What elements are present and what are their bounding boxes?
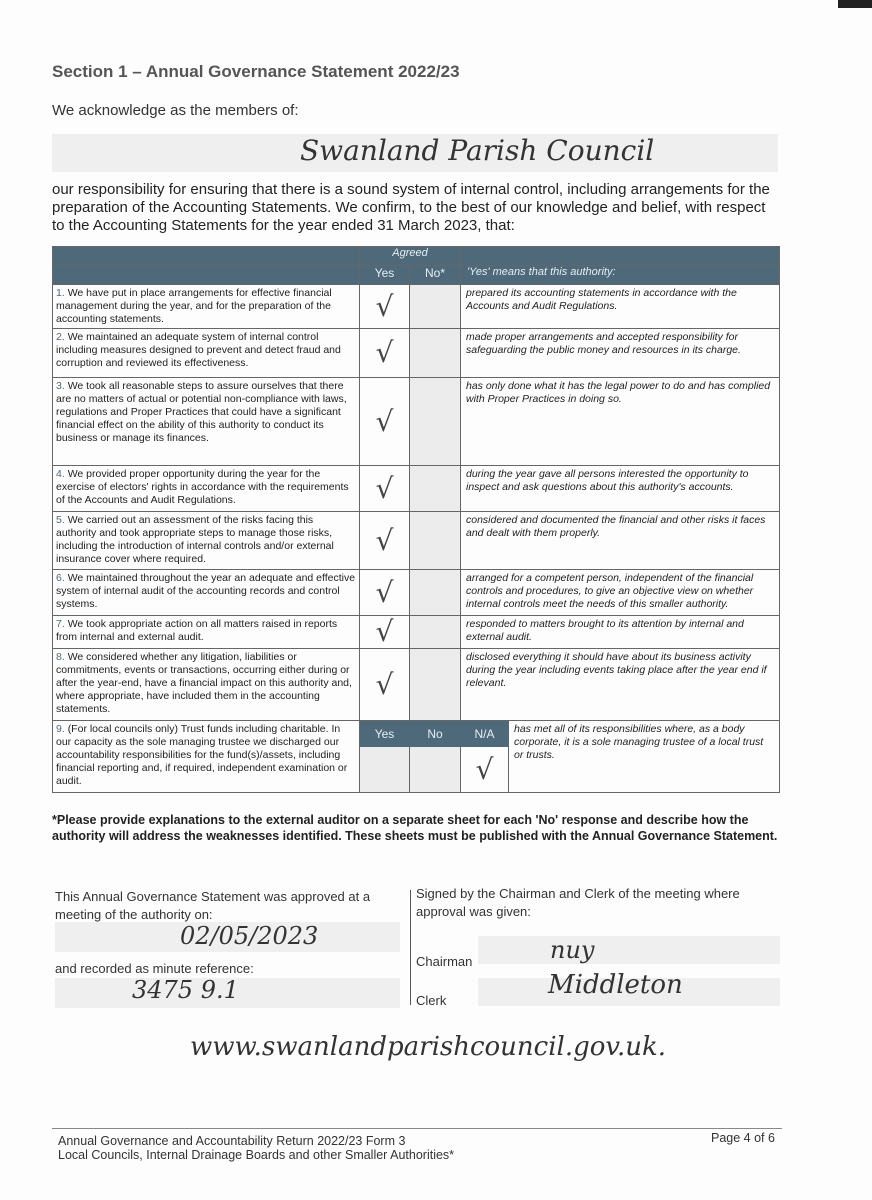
description-cell: arranged for a competent person, independent of the financial controls and procedures, to give an objective view on whether internal controls meet the needs of this smaller authority. (461, 570, 780, 616)
header-agreed-row (53, 247, 780, 266)
tick-mark: √ (375, 471, 394, 505)
tick-mark: √ (375, 336, 394, 369)
statement-cell: 5. We carried out an assessment of the risks facing this authority and took appropriate steps to manage those risks, including the introduction of internal controls and/or external insurance cover where required. (53, 512, 360, 570)
scan-corner-mark (838, 0, 872, 8)
no-checkbox[interactable] (410, 616, 461, 649)
yes-checkbox[interactable] (360, 466, 410, 512)
yes-checkbox[interactable] (360, 285, 410, 329)
no-checkbox[interactable] (410, 285, 461, 329)
section-title: Section 1 – Annual Governance Statement 2022/23 (52, 62, 460, 81)
column-divider (410, 890, 411, 1005)
means-header: 'Yes' means that this authority: (461, 266, 780, 285)
table-row (53, 285, 780, 329)
trust-na-checkbox[interactable] (461, 747, 509, 793)
description-cell: during the year gave all persons interested the opportunity to inspect and ask questions about this authority's accounts. (461, 466, 780, 512)
no-checkbox[interactable] (410, 570, 461, 616)
chairman-signature-field (478, 936, 780, 964)
no-checkbox[interactable] (410, 649, 461, 721)
statement-cell: 7. We took appropriate action on all matters raised in reports from internal and external audit. (53, 616, 360, 649)
table-row (53, 329, 780, 378)
statement-cell: 4. We provided proper opportunity during the year for the exercise of electors' rights in accordance with the requirements of the Accounts and Audit Regulations. (53, 466, 360, 512)
table-row (53, 616, 780, 649)
yes-checkbox[interactable] (360, 378, 410, 466)
table-row (53, 466, 780, 512)
yes-checkbox[interactable] (360, 329, 410, 378)
tick-mark: √ (375, 615, 394, 648)
footer-form-title: Annual Governance and Accountability Return 2022/23 Form 3 (58, 1134, 406, 1148)
footnote: *Please provide explanations to the external auditor on a separate sheet for each 'No' response and describe how the authority will address the weaknesses identified. These sheets must be published with the Annual Governance Statement. (52, 813, 778, 843)
no-checkbox[interactable] (410, 466, 461, 512)
governance-table (52, 246, 780, 793)
date-handwritten: 02/05/2023 (180, 922, 319, 950)
no-header: No* (410, 266, 461, 285)
footer-rule (52, 1128, 782, 1129)
statement-cell: 8. We considered whether any litigation, liabilities or commitments, events or transactions, occurring either during or after the year-end, have a financial impact on this authority and, where appropriate, have included them in the accounting statements. (53, 649, 360, 721)
yes-checkbox[interactable] (360, 570, 410, 616)
description-cell: has only done what it has the legal power to do and has complied with Proper Practices in doing so. (461, 378, 780, 466)
no-checkbox[interactable] (410, 378, 461, 466)
table-row (53, 570, 780, 616)
clerk-label: Clerk (416, 993, 447, 1008)
no-checkbox[interactable] (410, 329, 461, 378)
statement-cell: 1. We have put in place arrangements for effective financial management during the year, and for the preparation of the accounting statements. (53, 285, 360, 329)
trust-yes-header: Yes (360, 721, 410, 747)
description-cell: has met all of its responsibilities where, as a body corporate, it is a sole managing trustee of a local trust or trusts. (509, 721, 780, 793)
website-url-handwritten: www.swanlandparishcouncil.gov.uk. (190, 1032, 667, 1062)
description-cell: responded to matters brought to its attention by internal and external audit. (461, 616, 780, 649)
statement-cell: 6. We maintained throughout the year an adequate and effective system of internal audit of the accounting records and control systems. (53, 570, 360, 616)
acknowledge-text: We acknowledge as the members of: (52, 102, 299, 119)
statement-cell: 9. (For local councils only) Trust funds including charitable. In our capacity as the sole managing trustee we discharged our accountability responsibilities for the fund(s)/assets, including financial reporting and, if required, independent examination or audit. (53, 721, 360, 793)
description-cell: made proper arrangements and accepted responsibility for safeguarding the public money and resources in its charge. (461, 329, 780, 378)
tick-mark: √ (375, 667, 394, 701)
no-checkbox[interactable] (410, 512, 461, 570)
description-cell: prepared its accounting statements in accordance with the Accounts and Audit Regulations. (461, 285, 780, 329)
trust-yes-checkbox[interactable] (360, 747, 410, 793)
approved-text: This Annual Governance Statement was approved at a meeting of the authority on: (55, 889, 371, 922)
tick-mark: √ (375, 404, 394, 438)
minute-label: and recorded as minute reference: (55, 961, 254, 976)
description-cell: disclosed everything it should have about its business activity during the year including events taking place after the year end if relevant. (461, 649, 780, 721)
tick-mark: √ (475, 752, 494, 786)
footer-authorities: Local Councils, Internal Drainage Boards and other Smaller Authorities* (58, 1148, 455, 1162)
trust-no-header: No (410, 721, 461, 747)
tick-mark: √ (375, 523, 394, 557)
description-cell: considered and documented the financial and other risks it faces and dealt with them properly. (461, 512, 780, 570)
yes-checkbox[interactable] (360, 616, 410, 649)
table-row (53, 649, 780, 721)
statement-cell: 2. We maintained an adequate system of internal control including measures designed to prevent and detect fraud and corruption and reviewed its effectiveness. (53, 329, 360, 378)
agreed-header: Agreed (360, 247, 461, 266)
table-row-9-header (53, 721, 780, 747)
chairman-signature: nuy (550, 936, 595, 964)
clerk-signature: Middleton (548, 970, 683, 1000)
council-name-handwritten: Swanland Parish Council (300, 134, 655, 167)
responsibility-text: our responsibility for ensuring that there is a sound system of internal control, including arrangements for the preparation of the Accounting Statements. We confirm, to the best of our knowledge and belief, with respect to the Accounting Statements for the year ended 31 March 2023, that: (52, 181, 770, 234)
tick-mark: √ (375, 289, 394, 323)
statement-cell: 3. We took all reasonable steps to assure ourselves that there are no matters of actual or potential non-compliance with laws, regulations and Proper Practices that could have a significant financial effect on the ability of this authority to conduct its business or manage its finances. (53, 378, 360, 466)
signed-text: Signed by the Chairman and Clerk of the meeting where approval was given: (416, 886, 740, 919)
minute-handwritten: 3475 9.1 (132, 976, 239, 1004)
table-row (53, 512, 780, 570)
yes-header: Yes (360, 266, 410, 285)
table-row (53, 378, 780, 466)
yes-checkbox[interactable] (360, 512, 410, 570)
tick-mark: √ (375, 575, 394, 609)
trust-na-header: N/A (461, 721, 509, 747)
trust-no-checkbox[interactable] (410, 747, 461, 793)
chairman-label: Chairman (416, 954, 473, 969)
yes-checkbox[interactable] (360, 649, 410, 721)
page-number: Page 4 of 6 (711, 1131, 775, 1145)
header-sub-row (53, 266, 780, 285)
